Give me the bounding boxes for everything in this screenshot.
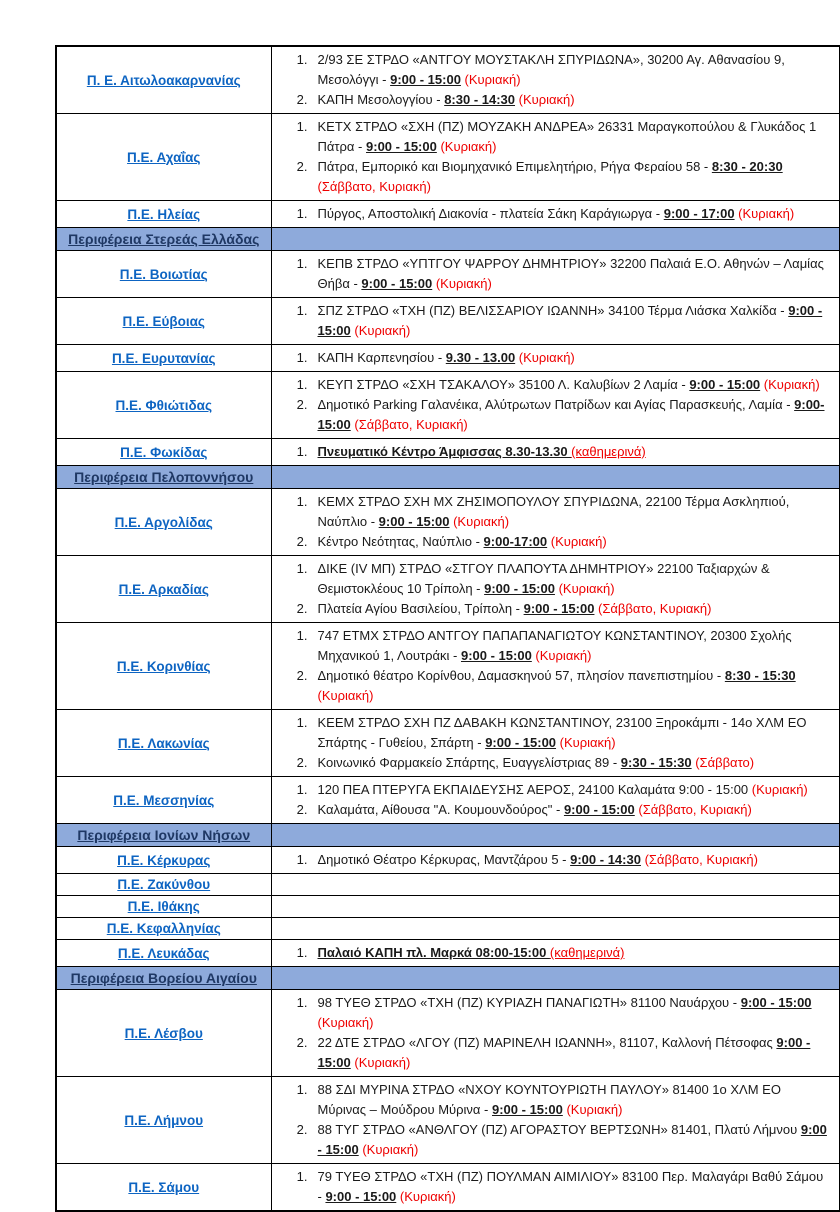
section-header-spacer-cell [271,228,840,251]
location-item [272,943,834,963]
location-item-text [318,1080,834,1120]
location-list [272,1167,834,1207]
location-list [272,626,834,706]
location-item-number: 1. [296,206,308,221]
region-row [56,1077,840,1164]
region-link[interactable]: Π.Ε. Λευκάδας [117,945,210,961]
location-item-text [318,1167,834,1207]
location-item [272,50,834,90]
region-name-cell [56,345,271,372]
region-row [56,1164,840,1212]
location-item [272,626,834,666]
section-header-label: Περιφέρεια Στερεάς Ελλάδας [68,231,260,247]
location-item-number: 1. [296,1082,308,1097]
location-text: Πάτρα, Εμπορικό και Βιομηχανικό Επιμελητήριο, Ρήγα Φεραίου 58 - [317,159,712,174]
location-item-number: 2. [296,1122,308,1137]
days-open-text: (Κυριακή) [556,735,616,750]
location-list [272,375,834,435]
opening-hours-text: 9:00 - 15:00 [325,1189,397,1204]
location-text: Δημοτικό Parking Γαλανέικα, Αλύτρωτων Πατρίδων και Αγίας Παρασκευής, Λαμία - [317,397,795,412]
section-header-cell [56,228,271,251]
location-item-text [318,850,834,870]
region-row [56,298,840,345]
section-header-label: Περιφέρεια Ιονίων Νήσων [77,827,251,843]
region-name-cell [56,298,271,345]
location-list [272,204,834,224]
region-name-cell [56,1164,271,1212]
region-name-cell [56,990,271,1077]
region-name-cell [56,874,271,896]
locations-cell [271,46,840,114]
location-item-text [318,532,834,552]
region-row [56,710,840,777]
location-item-text [318,626,834,666]
location-item-number: 2. [296,159,308,174]
section-header-cell [56,466,271,489]
days-open-text: (Κυριακή) [432,276,492,291]
opening-hours-text: 9:00 - 15:00 [361,276,433,291]
region-link[interactable]: Π.Ε. Κεφαλληνίας [106,921,221,936]
location-list [272,780,834,820]
opening-hours-text: 9:00 - 15:00 [317,1122,827,1157]
region-name-cell [56,556,271,623]
days-open-text: (Κυριακή) [547,534,607,549]
region-name-cell [56,710,271,777]
location-item-text [318,117,834,157]
region-row [56,777,840,824]
location-item [272,157,834,197]
location-item-text [318,559,834,599]
region-link[interactable]: Π.Ε. Ηλείας [127,206,201,222]
opening-hours-text: 8:30 - 15:30 [724,668,796,683]
location-list [272,943,834,963]
location-text: Κέντρο Νεότητας, Ναύπλιο - [317,534,484,549]
location-item-number: 1. [296,715,308,730]
locations-cell [271,489,840,556]
region-name-cell [56,918,271,940]
locations-cell [271,847,840,874]
location-item [272,532,834,552]
region-link[interactable]: Π.Ε. Σάμου [128,1179,200,1195]
location-item-number: 2. [296,802,308,817]
location-item [272,559,834,599]
days-open-text: (Κυριακή) [734,206,795,221]
region-row [56,918,840,940]
opening-hours-text: 9:00 - 14:30 [570,852,641,867]
location-item [272,301,834,341]
location-item-text [318,50,834,90]
locations-cell [271,1164,840,1212]
location-text: 22 ΔΤΕ ΣΤΡΔΟ «ΛΓΟΥ (ΠΖ) ΜΑΡΙΝΕΛΗ ΙΩΑΝΝΗ», 81107, Καλλονή Πέτσοφας [317,1035,777,1050]
location-item-text [318,753,834,773]
days-open-text: (Κυριακή) [531,648,592,663]
section-header-row [56,824,840,847]
days-open-text: (Κυριακή) [515,350,575,365]
location-item [272,395,834,435]
opening-hours-text: 9:00 - 15:00 [378,514,450,529]
locations-cell [271,114,840,201]
location-item [272,442,834,462]
location-text: Δημοτικό Θέατρο Κέρκυρας, Μαντζάρου 5 - [317,852,571,867]
days-open-text: (Κυριακή) [751,782,808,797]
location-item-text [318,993,834,1033]
location-item-number: 2. [296,601,308,616]
days-open-text: (Κυριακή) [317,688,374,703]
location-item-text [318,301,834,341]
section-header-row [56,466,840,489]
regions-schedule-table [55,45,840,1212]
section-header-spacer-cell [271,967,840,990]
location-item [272,492,834,532]
locations-cell [271,251,840,298]
locations-cell [271,990,840,1077]
days-open-text: (Κυριακή) [436,139,497,154]
locations-cell [271,940,840,967]
region-row [56,489,840,556]
locations-cell [271,201,840,228]
location-text: 79 ΤΥΕΘ ΣΤΡΔΟ «ΤΧΗ (ΠΖ) ΠΟΥΛΜΑΝ ΑΙΜΙΛΙΟΥ» 83100 Περ. Μαλαγάρι Βαθύ Σάμου - [317,1169,824,1204]
location-item [272,800,834,820]
section-header-label: Περιφέρεια Βορείου Αιγαίου [70,970,257,986]
opening-hours-text: 9:00 - 15:00 [740,995,812,1010]
location-item-number: 1. [296,561,308,576]
region-link[interactable]: Π.Ε. Αργολίδας [114,514,213,530]
location-item-text [318,1033,834,1073]
region-link[interactable]: Π.Ε. Λέσβου [124,1025,203,1041]
opening-hours-text: 9:00 - 15:00 [390,72,461,87]
location-item [272,993,834,1033]
location-item-number: 1. [296,852,308,867]
locations-cell [271,1077,840,1164]
location-item [272,599,834,619]
location-text: Καλαμάτα, Αίθουσα "Α. Κουμουνδούρος" - [317,802,564,817]
region-link[interactable]: Π.Ε. Κορινθίας [116,658,211,674]
location-text: Πλατεία Αγίου Βασιλείου, Τρίπολη - [317,601,524,616]
location-list [272,993,834,1073]
locations-cell [271,777,840,824]
region-row [56,251,840,298]
locations-cell [271,918,840,940]
region-link[interactable]: Π.Ε. Ευρυτανίας [111,350,216,366]
location-item [272,666,834,706]
location-item-number: 1. [296,256,308,271]
location-item-number: 1. [296,1169,308,1184]
location-item-number: 1. [296,628,308,643]
locations-cell [271,710,840,777]
opening-hours-text: 9:00 - 15:00 [366,139,437,154]
days-open-text: (καθημερινά) [549,945,625,960]
location-list [272,442,834,462]
location-item-text [318,90,834,110]
region-row [56,940,840,967]
location-text: 747 ΕΤΜΧ ΣΤΡΔΟ ΑΝΤΓΟΥ ΠΑΠΑΠΑΝΑΓΙΩΤΟΥ ΚΩΝΣΤΑΝΤΙΝΟΥ, 20300 Σχολής Μηχανικού 1, Λουτράκι - [317,628,792,663]
location-item-text [318,780,834,800]
region-link[interactable]: Π.Ε. Εύβοιας [122,313,205,329]
location-text: Δημοτικό θέατρο Κορίνθου, Δαμασκηνού 57, πλησίον πανεπιστημίου - [317,668,725,683]
location-item [272,713,834,753]
opening-hours-text: 9:00 - 15:00 [484,581,555,596]
days-open-text: (Κυριακή) [396,1189,456,1204]
section-header-spacer-cell [271,466,840,489]
region-name-cell [56,1077,271,1164]
opening-hours-text: 9:00 - 15:00 [492,1102,563,1117]
region-row [56,556,840,623]
region-row [56,439,840,466]
location-text: ΣΠΖ ΣΤΡΔΟ «ΤΧΗ (ΠΖ) ΒΕΛΙΣΣΑΡΙΟΥ ΙΩΑΝΝΗ» 34100 Τέρμα Λιάσκα Χαλκίδα - [317,303,789,318]
location-item [272,850,834,870]
days-open-text: (Κυριακή) [358,1142,419,1157]
region-row [56,46,840,114]
location-item [272,753,834,773]
location-item-number: 2. [296,1035,308,1050]
days-open-text: (καθημερινά) [571,444,646,459]
location-item-number: 1. [296,119,308,134]
location-item-text [318,1120,834,1160]
region-link[interactable]: Π.Ε. Φωκίδας [120,444,208,460]
region-link[interactable]: Π.Ε. Αχαΐας [127,149,201,165]
region-row [56,623,840,710]
opening-hours-text: 9:00-15:00 [317,397,825,432]
region-link[interactable]: Π.Ε. Ζακύνθου [117,877,211,892]
locations-cell [271,298,840,345]
location-item-text [318,442,834,462]
location-list [272,348,834,368]
section-header-row [56,967,840,990]
region-link[interactable]: Π.Ε. Λήμνου [124,1112,204,1128]
location-item-text [318,204,834,224]
location-item-number: 2. [296,755,308,770]
section-header-spacer-cell [271,824,840,847]
location-item-number: 1. [296,995,308,1010]
region-name-cell [56,777,271,824]
days-open-text: (Σάββατο, Κυριακή) [350,417,468,432]
location-text: ΚΕΥΠ ΣΤΡΔΟ «ΣΧΗ ΤΣΑΚΑΛΟΥ» 35100 Λ. Καλυβίων 2 Λαμία - [317,377,690,392]
region-link[interactable]: Π.Ε. Μεσσηνίας [113,792,215,808]
opening-hours-text: 9:00 - 15:00 [460,648,532,663]
days-open-text: (Κυριακή) [317,1015,374,1030]
region-row [56,990,840,1077]
section-header-label: Περιφέρεια Πελοποννήσου [74,469,254,485]
locations-cell [271,439,840,466]
location-item [272,204,834,224]
opening-hours-text: 9:00 - 15:00 [563,802,635,817]
opening-hours-text: Πνευματικό Κέντρο Άμφισσας 8.30-13.30 [317,444,572,459]
location-item-number: 1. [296,945,308,960]
location-item-text [318,492,834,532]
region-name-cell [56,46,271,114]
days-open-text: (Κυριακή) [562,1102,623,1117]
region-row [56,345,840,372]
region-row [56,372,840,439]
location-item [272,254,834,294]
region-name-cell [56,114,271,201]
days-open-text: (Κυριακή) [515,92,575,107]
region-name-cell [56,372,271,439]
location-text: 88 ΤΥΓ ΣΤΡΔΟ «ΑΝΘΛΓΟΥ (ΠΖ) ΑΓΟΡΑΣΤΟΥ ΒΕΡΤΣΩΝΗ» 81401, Πλατύ Λήμνου [317,1122,801,1137]
opening-hours-text: 8:30 - 14:30 [444,92,516,107]
location-item [272,1033,834,1073]
location-text: ΚΕΠΒ ΣΤΡΔΟ «ΥΠΤΓΟΥ ΨΑΡΡΟΥ ΔΗΜΗΤΡΙΟΥ» 32200 Παλαιά Ε.Ο. Αθηνών – Λαμίας Θήβα - [317,256,824,291]
locations-cell [271,372,840,439]
locations-cell [271,345,840,372]
location-text: ΔΙΚΕ (IV ΜΠ) ΣΤΡΔΟ «ΣΤΓΟΥ ΠΛΑΠΟΥΤΑ ΔΗΜΗΤΡΙΟΥ» 22100 Ταξιαρχών & Θεμιστοκλέους 10 Τρίπολη - [317,561,770,596]
location-text: ΚΑΠΗ Καρπενησίου - [317,350,446,365]
location-item [272,90,834,110]
location-item-text [318,599,834,619]
location-item-text [318,395,834,435]
location-item-text [318,943,834,963]
region-link[interactable]: Π.Ε. Βοιωτίας [119,266,208,282]
region-name-cell [56,847,271,874]
location-item-text [318,157,834,197]
days-open-text: (Κυριακή) [449,514,510,529]
location-item-number: 1. [296,782,308,797]
location-list [272,713,834,773]
days-open-text: (Κυριακή) [460,72,521,87]
region-name-cell [56,623,271,710]
location-item-number: 1. [296,303,308,318]
location-item-number: 1. [296,52,308,67]
days-open-text: (Σάββατο, Κυριακή) [634,802,752,817]
location-text: 88 ΣΔΙ ΜΥΡΙΝΑ ΣΤΡΔΟ «ΝΧΟΥ ΚΟΥΝΤΟΥΡΙΩΤΗ ΠΑΥΛΟΥ» 81400 1ο ΧΛΜ ΕΟ Μύρινας – Μούδρου Μύρινα - [317,1082,781,1117]
location-list [272,850,834,870]
opening-hours-text: 9:00 - 15:00 [689,377,761,392]
days-open-text: (Κυριακή) [760,377,820,392]
region-row [56,201,840,228]
region-name-cell [56,489,271,556]
location-list [272,492,834,552]
location-item [272,348,834,368]
location-item-number: 2. [296,668,308,683]
region-row [56,874,840,896]
location-item-number: 1. [296,444,308,459]
locations-cell [271,556,840,623]
location-item [272,117,834,157]
location-item-number: 1. [296,377,308,392]
location-item [272,375,834,395]
opening-hours-text: 9:00-17:00 [483,534,548,549]
opening-hours-text: 9:00 - 15:00 [317,1035,811,1070]
region-row [56,847,840,874]
location-text: Πύργος, Αποστολική Διακονία - πλατεία Σάκη Καράγιωργα - [317,206,664,221]
location-list [272,559,834,619]
section-header-cell [56,824,271,847]
region-name-cell [56,940,271,967]
region-link[interactable]: Π. Ε. Αιτωλοακαρνανίας [86,72,241,88]
days-open-text: (Σάββατο) [691,755,755,770]
days-open-text: (Σάββατο, Κυριακή) [317,179,431,194]
location-item-text [318,800,834,820]
location-item-text [318,254,834,294]
opening-hours-text: 9:00 - 15:00 [523,601,595,616]
opening-hours-text: 9:00 - 17:00 [663,206,735,221]
location-item [272,780,834,800]
region-name-cell [56,896,271,918]
region-link[interactable]: Π.Ε. Κέρκυρας [117,852,211,868]
days-open-text: (Σάββατο, Κυριακή) [640,852,758,867]
region-link[interactable]: Π.Ε. Λακωνίας [117,735,210,751]
location-text: Κοινωνικό Φαρμακείο Σπάρτης, Ευαγγελίστριας 89 - [317,755,621,770]
location-list [272,1080,834,1160]
opening-hours-text: 8:30 - 20:30 [711,159,783,174]
location-item-number: 1. [296,494,308,509]
region-link[interactable]: Π.Ε. Αρκαδίας [118,581,209,597]
opening-hours-text: 9:30 - 15:30 [620,755,692,770]
opening-hours-text: Παλαιό ΚΑΠΗ πλ. Μαρκά 08:00-15:00 [317,945,550,960]
region-row [56,896,840,918]
location-item-number: 2. [296,92,308,107]
opening-hours-text: 9.30 - 13.00 [445,350,516,365]
days-open-text: (Κυριακή) [350,1055,411,1070]
location-text: 98 ΤΥΕΘ ΣΤΡΔΟ «ΤΧΗ (ΠΖ) ΚΥΡΙΑΖΗ ΠΑΝΑΓΙΩΤΗ» 81100 Ναυάρχου - [317,995,741,1010]
location-item-text [318,666,834,706]
locations-cell [271,874,840,896]
opening-hours-text: 9:00 - 15:00 [485,735,557,750]
location-item-text [318,713,834,753]
locations-cell [271,623,840,710]
location-item [272,1080,834,1120]
location-text: ΚΑΠΗ Μεσολογγίου - [317,92,445,107]
location-item-number: 2. [296,397,308,412]
location-text: ΚΕΤΧ ΣΤΡΔΟ «ΣΧΗ (ΠΖ) ΜΟΥΖΑΚΗ ΑΝΔΡΕΑ» 26331 Μαραγκοπούλου & Γλυκάδος 1 Πάτρα - [317,119,817,154]
location-text: 2/93 ΣΕ ΣΤΡΔΟ «ΑΝΤΓΟΥ ΜΟΥΣΤΑΚΛΗ ΣΠΥΡΙΔΩΝΑ», 30200 Αγ. Αθανασίου 9, Μεσολόγγι - [317,52,785,87]
region-row [56,114,840,201]
region-name-cell [56,201,271,228]
location-item-number: 1. [296,350,308,365]
opening-hours-text: 9:00 - 15:00 [317,303,823,338]
location-item-number: 2. [296,534,308,549]
locations-cell [271,896,840,918]
days-open-text: (Κυριακή) [554,581,615,596]
location-list [272,254,834,294]
location-item-text [318,375,834,395]
section-header-cell [56,967,271,990]
location-item-text [318,348,834,368]
location-text: 120 ΠΕΑ ΠΤΕΡΥΓΑ ΕΚΠΑΙΔΕΥΣΗΣ ΑΕΡΟΣ, 24100 Καλαμάτα 9:00 - 15:00 [317,782,752,797]
region-name-cell [56,251,271,298]
section-header-row [56,228,840,251]
location-list [272,50,834,110]
days-open-text: (Σάββατο, Κυριακή) [594,601,712,616]
region-name-cell [56,439,271,466]
location-item [272,1167,834,1207]
location-text: ΚΕΕΜ ΣΤΡΔΟ ΣΧΗ ΠΖ ΔΑΒΑΚΗ ΚΩΝΣΤΑΝΤΙΝΟΥ, 23100 Ξηροκάμπι - 14ο ΧΛΜ ΕΟ Σπάρτης - Γυθείου, Σπάρτη - [317,715,807,750]
location-list [272,301,834,341]
location-item [272,1120,834,1160]
location-list [272,117,834,197]
location-text: ΚΕΜΧ ΣΤΡΔΟ ΣΧΗ ΜΧ ΖΗΣΙΜΟΠΟΥΛΟΥ ΣΠΥΡΙΔΩΝΑ, 22100 Τέρμα Ασκληπιού, Ναύπλιο - [317,494,790,529]
region-link[interactable]: Π.Ε. Ιθάκης [127,899,200,914]
days-open-text: (Κυριακή) [350,323,411,338]
region-link[interactable]: Π.Ε. Φθιώτιδας [115,397,212,413]
